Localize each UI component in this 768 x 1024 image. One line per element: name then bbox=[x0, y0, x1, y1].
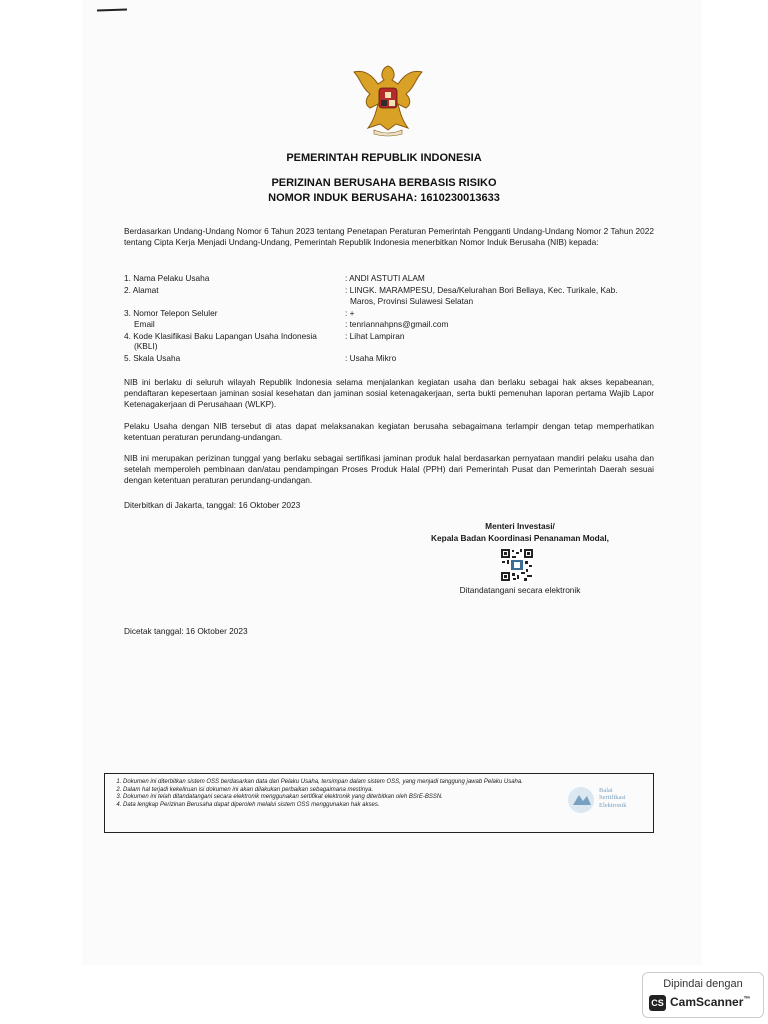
printed-date: Dicetak tanggal: 16 Oktober 2023 bbox=[124, 626, 248, 636]
intro-paragraph: Berdasarkan Undang-Undang Nomor 6 Tahun 2023 tentang Penetapan Peraturan Pemerintah Pengganti Undang-Undang Nomor 2 Tahun 2022 tentang Cipta Kerja Menjadi Undang-Undang, Pemerintah Republik Indonesia menerbitkan Nomor Induk Berusaha (NIB) kepada: bbox=[124, 226, 654, 247]
field-value-phone: : + bbox=[345, 308, 355, 318]
camscanner-watermark bbox=[642, 972, 764, 1018]
signatory-title-1: Menteri Investasi/ bbox=[485, 521, 555, 531]
paragraph-halal: NIB ini merupakan perizinan tunggal yang berlaku sebagai sertifikasi jaminan produk halal berdasarkan pernyataan mandiri pelaku usaha dan setelah memperoleh pembinaan dan/atau pendampingan Proses Produk Halal (PPH) dari Pemerintah Pusat dan Pemerintah Daerah sesuai dengan ketentuan peraturan perundang-undangan. bbox=[124, 453, 654, 485]
field-value-name: : ANDI ASTUTI ALAM bbox=[345, 273, 425, 283]
field-label-kbli: 4. Kode Klasifikasi Baku Lapangan Usaha Indonesia bbox=[124, 331, 317, 341]
field-value-kbli: : Lihat Lampiran bbox=[345, 331, 405, 341]
paragraph-validity: NIB ini berlaku di seluruh wilayah Republik Indonesia selama menjalankan kegiatan usaha dan berlaku sebagai hak akses kepabeanan, pendaftaran kepesertaan jaminan sosial kesehatan dan jaminan sosial ketenagakerjaan, serta bukti pemenuhan laporan pertama Wajib Lapor Ketenagakerjaan di Perusahaan (WLKP). bbox=[124, 377, 654, 409]
field-label-scale: 5. Skala Usaha bbox=[124, 353, 181, 363]
field-label-phone: 3. Nomor Telepon Seluler bbox=[124, 308, 218, 318]
note-item: 1. Dokumen ini diterbitkan sistem OSS berdasarkan data dari Pelaku Usaha, tersimpan dalam sistem OSS, yang menjadi tanggung jawab Pelaku Usaha. bbox=[123, 779, 543, 787]
nib-number: NOMOR INDUK BERUSAHA: 1610230013633 bbox=[268, 192, 500, 204]
watermark-brand: CamScanner™ bbox=[670, 995, 751, 1009]
field-value-address-2: Maros, Provinsi Sulawesi Selatan bbox=[350, 296, 474, 306]
field-value-address-1: : LINGK. MARAMPESU, Desa/Kelurahan Bori Bellaya, Kec. Turikale, Kab. bbox=[345, 285, 618, 295]
note-item: 4. Data lengkap Perizinan Berusaha dapat diperoleh melalui sistem OSS menggunakan hak akses. bbox=[123, 802, 543, 810]
field-value-scale: : Usaha Mikro bbox=[345, 353, 397, 363]
note-item: 2. Dalam hal terjadi kekeliruan isi dokumen ini akan dilakukan perbaikan sebagaimana mestinya. bbox=[123, 787, 543, 795]
signatory-title-2: Kepala Badan Koordinasi Penanaman Modal, bbox=[431, 533, 609, 543]
field-label-address: 2. Alamat bbox=[124, 285, 159, 295]
garuda-emblem-icon bbox=[348, 58, 428, 138]
paragraph-activities: Pelaku Usaha dengan NIB tersebut di atas dapat melaksanakan kegiatan berusaha sebagaimana terlampir dengan tetap memperhatikan ketentuan peraturan perundang-undangan. bbox=[124, 421, 654, 442]
camscanner-logo-icon: CS bbox=[649, 995, 666, 1011]
government-title: PEMERINTAH REPUBLIK INDONESIA bbox=[286, 152, 482, 164]
electronic-signature-note: Ditandatangani secara elektronik bbox=[459, 585, 581, 595]
bsre-logo-text: Balai Sertifikasi Elektronik bbox=[599, 787, 627, 809]
field-label-name: 1. Nama Pelaku Usaha bbox=[124, 273, 210, 283]
issued-date: Diterbitkan di Jakarta, tanggal: 16 Oktober 2023 bbox=[124, 500, 301, 510]
watermark-caption: Dipindai dengan bbox=[663, 978, 743, 990]
field-label-kbli-abbr: (KBLI) bbox=[134, 341, 158, 351]
note-item: 3. Dokumen ini telah ditandatangani secara elektronik menggunakan sertifikat elektronik yang diterbitkan oleh BSrE-BSSN. bbox=[123, 794, 543, 802]
qr-code-icon bbox=[500, 548, 534, 582]
field-label-email: Email bbox=[134, 319, 155, 329]
permit-title: PERIZINAN BERUSAHA BERBASIS RISIKO bbox=[271, 177, 497, 189]
field-value-email: : tenriannahpns@gmail.com bbox=[345, 319, 449, 329]
